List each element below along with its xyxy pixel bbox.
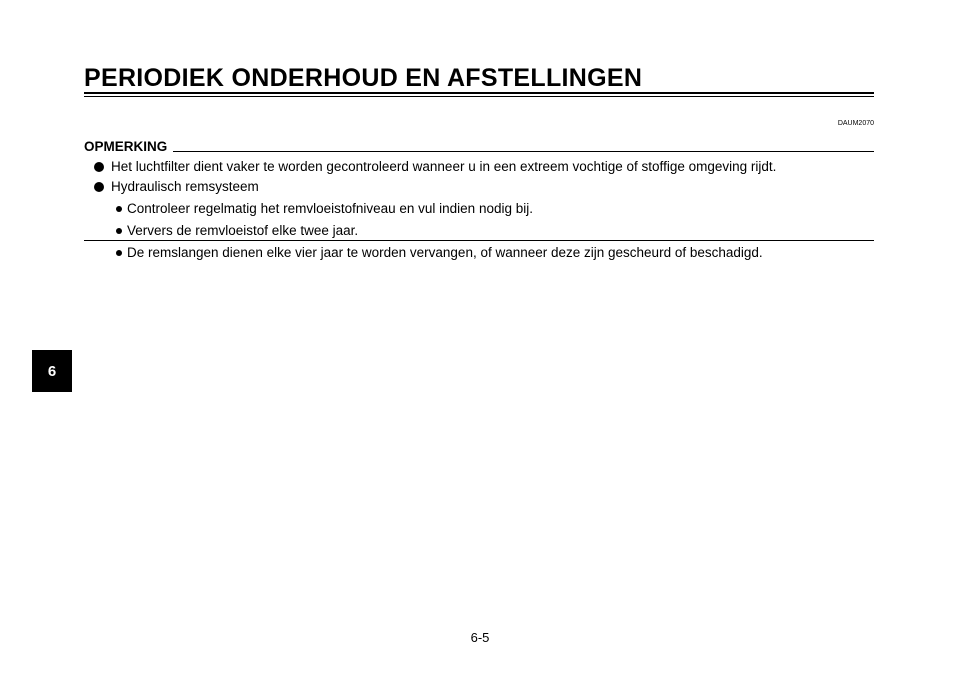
- note-subitem: [84, 199, 874, 219]
- small-bullet-icon: [116, 228, 122, 234]
- small-bullet-icon: [116, 206, 122, 212]
- note-end-rule: [84, 240, 874, 241]
- note-subitem-text: De remslangen dienen elke vier jaar te worden vervangen, of wanneer deze zijn gescheurd of beschadigd.: [127, 245, 763, 260]
- note-header-rule: [173, 151, 874, 152]
- title-rule-thick: [84, 92, 874, 94]
- note-item-text: Het luchtfilter dient vaker te worden gecontroleerd wanneer u in een extreem vochtige of stoffige omgeving rijdt.: [111, 159, 777, 174]
- note-item-text: Hydraulisch remsysteem: [111, 179, 259, 194]
- title-rule-thin: [84, 96, 874, 97]
- bullet-icon: [94, 162, 104, 172]
- note-subitem-text: Ververs de remvloeistof elke twee jaar.: [127, 223, 359, 238]
- note-label: OPMERKING: [84, 139, 168, 154]
- note-subitem-text: Controleer regelmatig het remvloeistofniveau en vul indien nodig bij.: [127, 201, 533, 216]
- bullet-icon: [94, 182, 104, 192]
- note-subitem: [84, 243, 874, 263]
- small-bullet-icon: [116, 250, 122, 256]
- note-subitem: [84, 221, 874, 241]
- note-item: [84, 157, 874, 177]
- document-code: DAUM2070: [837, 120, 874, 127]
- chapter-title: PERIODIEK ONDERHOUD EN AFSTELLINGEN: [84, 64, 643, 92]
- chapter-tab: 6: [32, 350, 72, 392]
- note-header: [84, 139, 874, 155]
- page-number: 6-5: [470, 630, 490, 645]
- note-list: [84, 157, 874, 263]
- note-item: [84, 177, 874, 197]
